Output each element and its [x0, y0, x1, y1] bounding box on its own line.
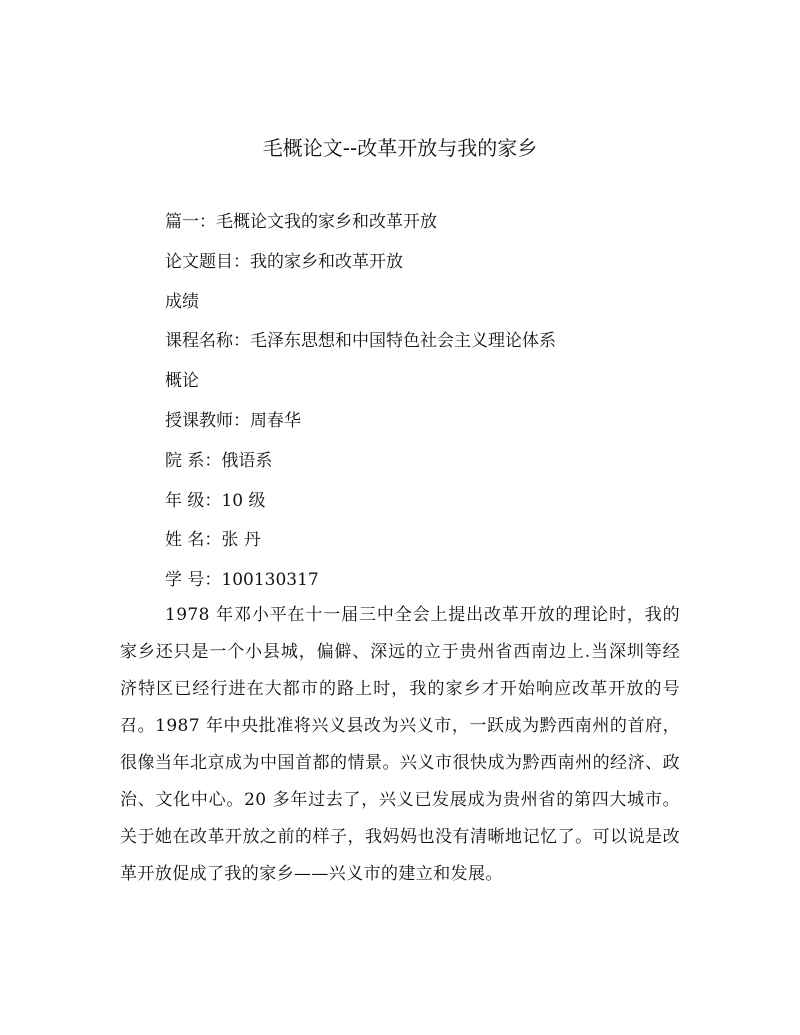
meta-line-grade: 成绩 — [165, 291, 199, 312]
meta-line-course-name: 课程名称：毛泽东思想和中国特色社会主义理论体系 — [165, 331, 556, 352]
meta-line-year: 年 级：10 级 — [165, 490, 266, 511]
meta-line-department: 院 系：俄语系 — [165, 450, 273, 471]
body-paragraph: 1978 年邓小平在十一届三中全会上提出改革开放的理论时，我的家乡还只是一个小县城，偏僻、深远的立于贵州省西南边上.当深圳等经济特区已经行进在大都市的路上时，我的家乡才开始响应改革开放的号召。1987 年中央批准将兴义县改为兴义市，一跃成为黔西南州的首府，很像当年北京成为中国首都的情景。兴义市很快成为黔西南州的经济、政治、文化中心。20 多年过去了，兴义已发展成为贵州省的第四大城市。关于她在改革开放之前的样子，我妈妈也没有清晰地记忆了。可以说是改革开放促成了我的家乡——兴义市的建立和发展。 — [120, 605, 680, 884]
document-meta-list — [165, 208, 725, 606]
meta-line-article: 篇一：毛概论文我的家乡和改革开放 — [165, 212, 437, 232]
document-title: 毛概论文--改革开放与我的家乡 — [262, 136, 538, 160]
meta-line-student-id: 学 号：100130317 — [165, 570, 319, 591]
meta-line-thesis-topic: 论文题目：我的家乡和改革开放 — [165, 251, 403, 272]
meta-line-student-name: 姓 名：张 丹 — [165, 530, 261, 551]
meta-line-teacher: 授课教师：周春华 — [165, 410, 301, 431]
meta-line-course-name-cont: 概论 — [165, 371, 199, 392]
